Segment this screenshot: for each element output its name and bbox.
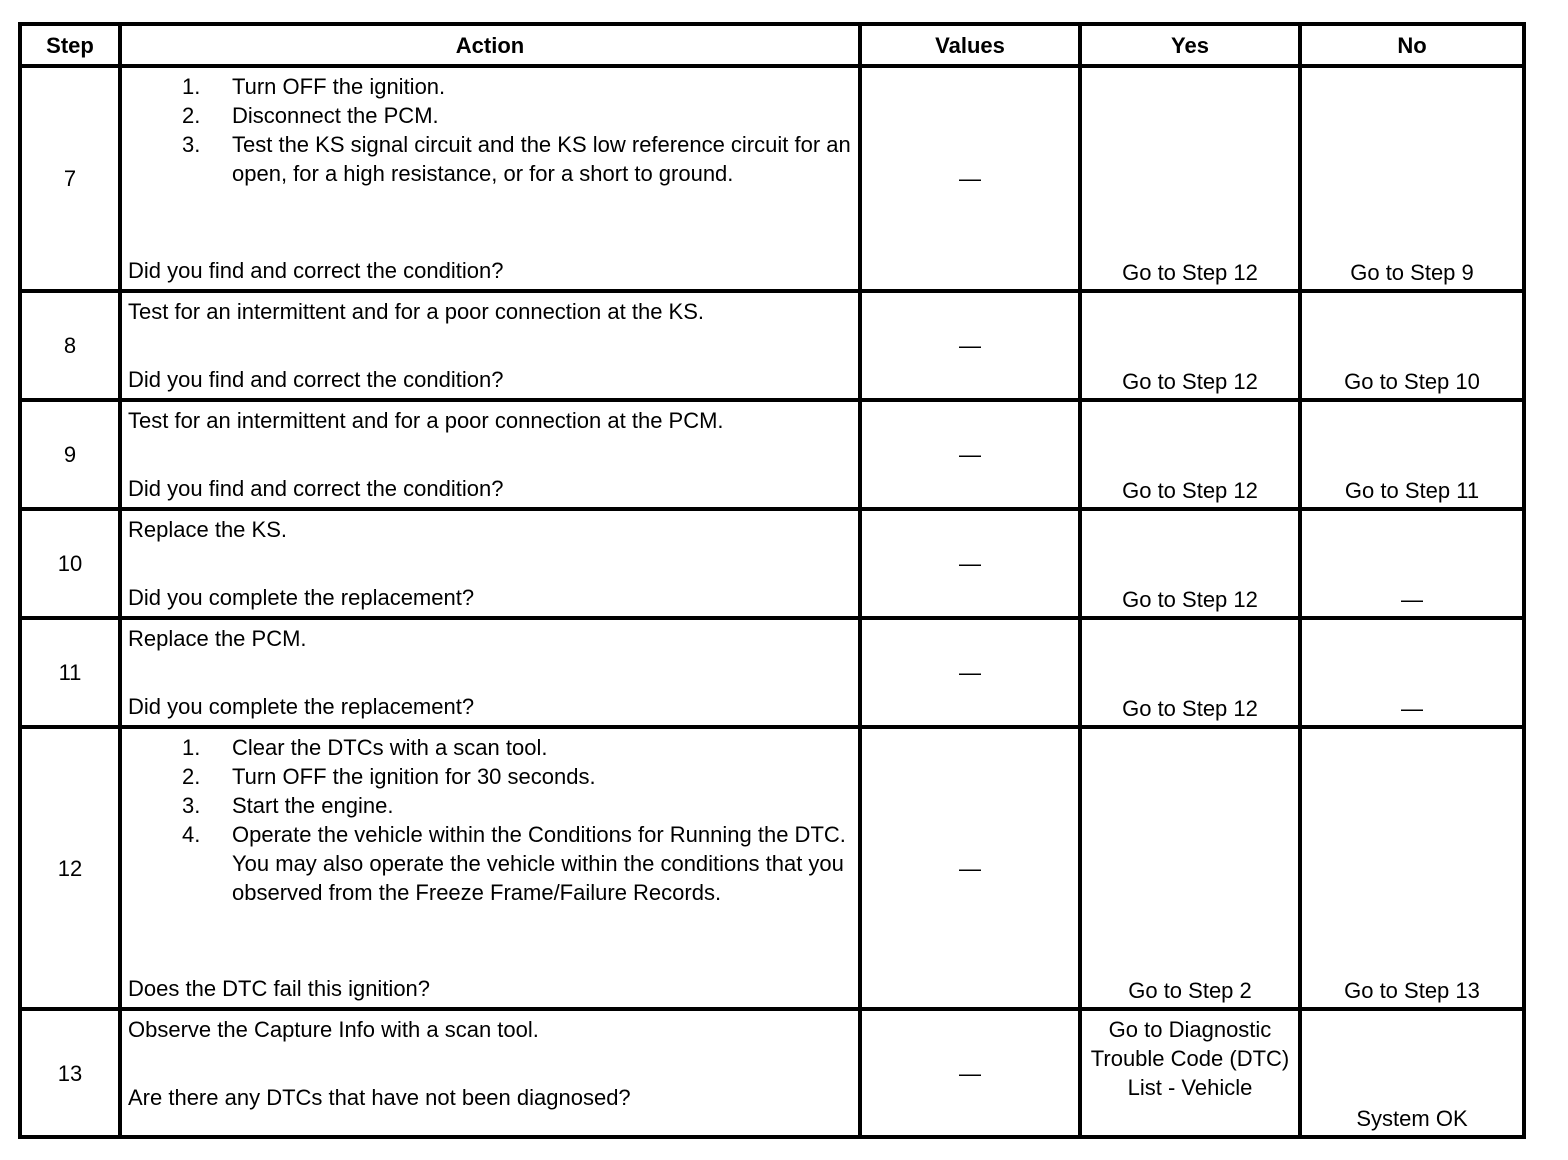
header-yes: Yes	[1080, 24, 1300, 66]
step-number: 13	[20, 1009, 120, 1137]
action-question: Did you complete the replacement?	[128, 585, 475, 610]
header-no: No	[1300, 24, 1524, 66]
action-cell	[120, 727, 860, 1009]
list-item: 2. Disconnect the PCM.	[182, 103, 439, 128]
table-row	[20, 400, 1524, 509]
table-row	[20, 291, 1524, 400]
table-row	[20, 727, 1524, 1009]
yes-cell: Go to Step 12	[1080, 400, 1300, 509]
list-item: 3. Start the engine.	[182, 793, 394, 818]
list-item: 1. Clear the DTCs with a scan tool.	[182, 735, 548, 760]
no-cell: System OK	[1300, 1009, 1524, 1137]
no-cell: Go to Step 11	[1300, 400, 1524, 509]
values-dash: —	[959, 551, 981, 576]
values-cell	[860, 1009, 1080, 1137]
table-row	[20, 66, 1524, 291]
step-number: 11	[20, 618, 120, 727]
yes-cell: Go to Step 12	[1080, 66, 1300, 291]
step-number: 8	[20, 291, 120, 400]
step-number: 9	[20, 400, 120, 509]
action-instruction: Observe the Capture Info with a scan tool.	[128, 1017, 539, 1042]
values-cell	[860, 291, 1080, 400]
table-row	[20, 509, 1524, 618]
values-cell	[860, 618, 1080, 727]
action-steps	[128, 72, 852, 188]
no-cell: Go to Step 10	[1300, 291, 1524, 400]
step-number: 10	[20, 509, 120, 618]
action-question: Did you find and correct the condition?	[128, 476, 504, 501]
table-row	[20, 1009, 1524, 1137]
header-action: Action	[120, 24, 860, 66]
values-dash: —	[959, 660, 981, 685]
values-dash: —	[959, 442, 981, 467]
list-item: 4. Operate the vehicle within the Conditions for Running the DTC. You may also operate the vehicle within the conditions that you observed from the Freeze Frame/Failure Records.	[182, 822, 846, 905]
action-cell	[120, 400, 860, 509]
list-item: 1. Turn OFF the ignition.	[182, 74, 446, 99]
action-instruction: Test for an intermittent and for a poor connection at the KS.	[128, 299, 704, 324]
action-cell	[120, 66, 860, 291]
no-cell: Go to Step 13	[1300, 727, 1524, 1009]
yes-cell: Go to Diagnostic Trouble Code (DTC) List - Vehicle	[1080, 1009, 1300, 1137]
values-dash: —	[959, 333, 981, 358]
list-item: 3. Test the KS signal circuit and the KS low reference circuit for an open, for a high resistance, or for a short to ground.	[182, 132, 851, 186]
yes-cell: Go to Step 2	[1080, 727, 1300, 1009]
header-step: Step	[20, 24, 120, 66]
action-cell	[120, 291, 860, 400]
list-item: 2. Turn OFF the ignition for 30 seconds.	[182, 764, 596, 789]
step-number: 12	[20, 727, 120, 1009]
action-steps	[128, 733, 852, 907]
no-cell: Go to Step 9	[1300, 66, 1524, 291]
action-question: Did you complete the replacement?	[128, 694, 475, 719]
header-values: Values	[860, 24, 1080, 66]
values-cell	[860, 509, 1080, 618]
action-instruction: Replace the KS.	[128, 517, 287, 542]
header-row	[20, 24, 1524, 66]
action-cell	[120, 1009, 860, 1137]
step-number: 7	[20, 66, 120, 291]
no-cell: —	[1300, 509, 1524, 618]
diagnostic-table	[18, 22, 1526, 1139]
values-dash: —	[959, 1060, 981, 1086]
yes-cell: Go to Step 12	[1080, 291, 1300, 400]
values-cell	[860, 727, 1080, 1009]
values-dash: —	[959, 855, 981, 881]
action-instruction: Replace the PCM.	[128, 626, 307, 651]
yes-cell: Go to Step 12	[1080, 618, 1300, 727]
action-question: Did you find and correct the condition?	[128, 258, 504, 283]
no-cell: —	[1300, 618, 1524, 727]
action-question: Does the DTC fail this ignition?	[128, 976, 431, 1001]
action-question: Did you find and correct the condition?	[128, 367, 504, 392]
action-instruction: Test for an intermittent and for a poor connection at the PCM.	[128, 408, 724, 433]
values-cell	[860, 400, 1080, 509]
action-question: Are there any DTCs that have not been diagnosed?	[128, 1085, 631, 1110]
table-row	[20, 618, 1524, 727]
action-cell	[120, 618, 860, 727]
values-cell	[860, 66, 1080, 291]
yes-cell: Go to Step 12	[1080, 509, 1300, 618]
action-cell	[120, 509, 860, 618]
values-dash: —	[959, 166, 981, 191]
